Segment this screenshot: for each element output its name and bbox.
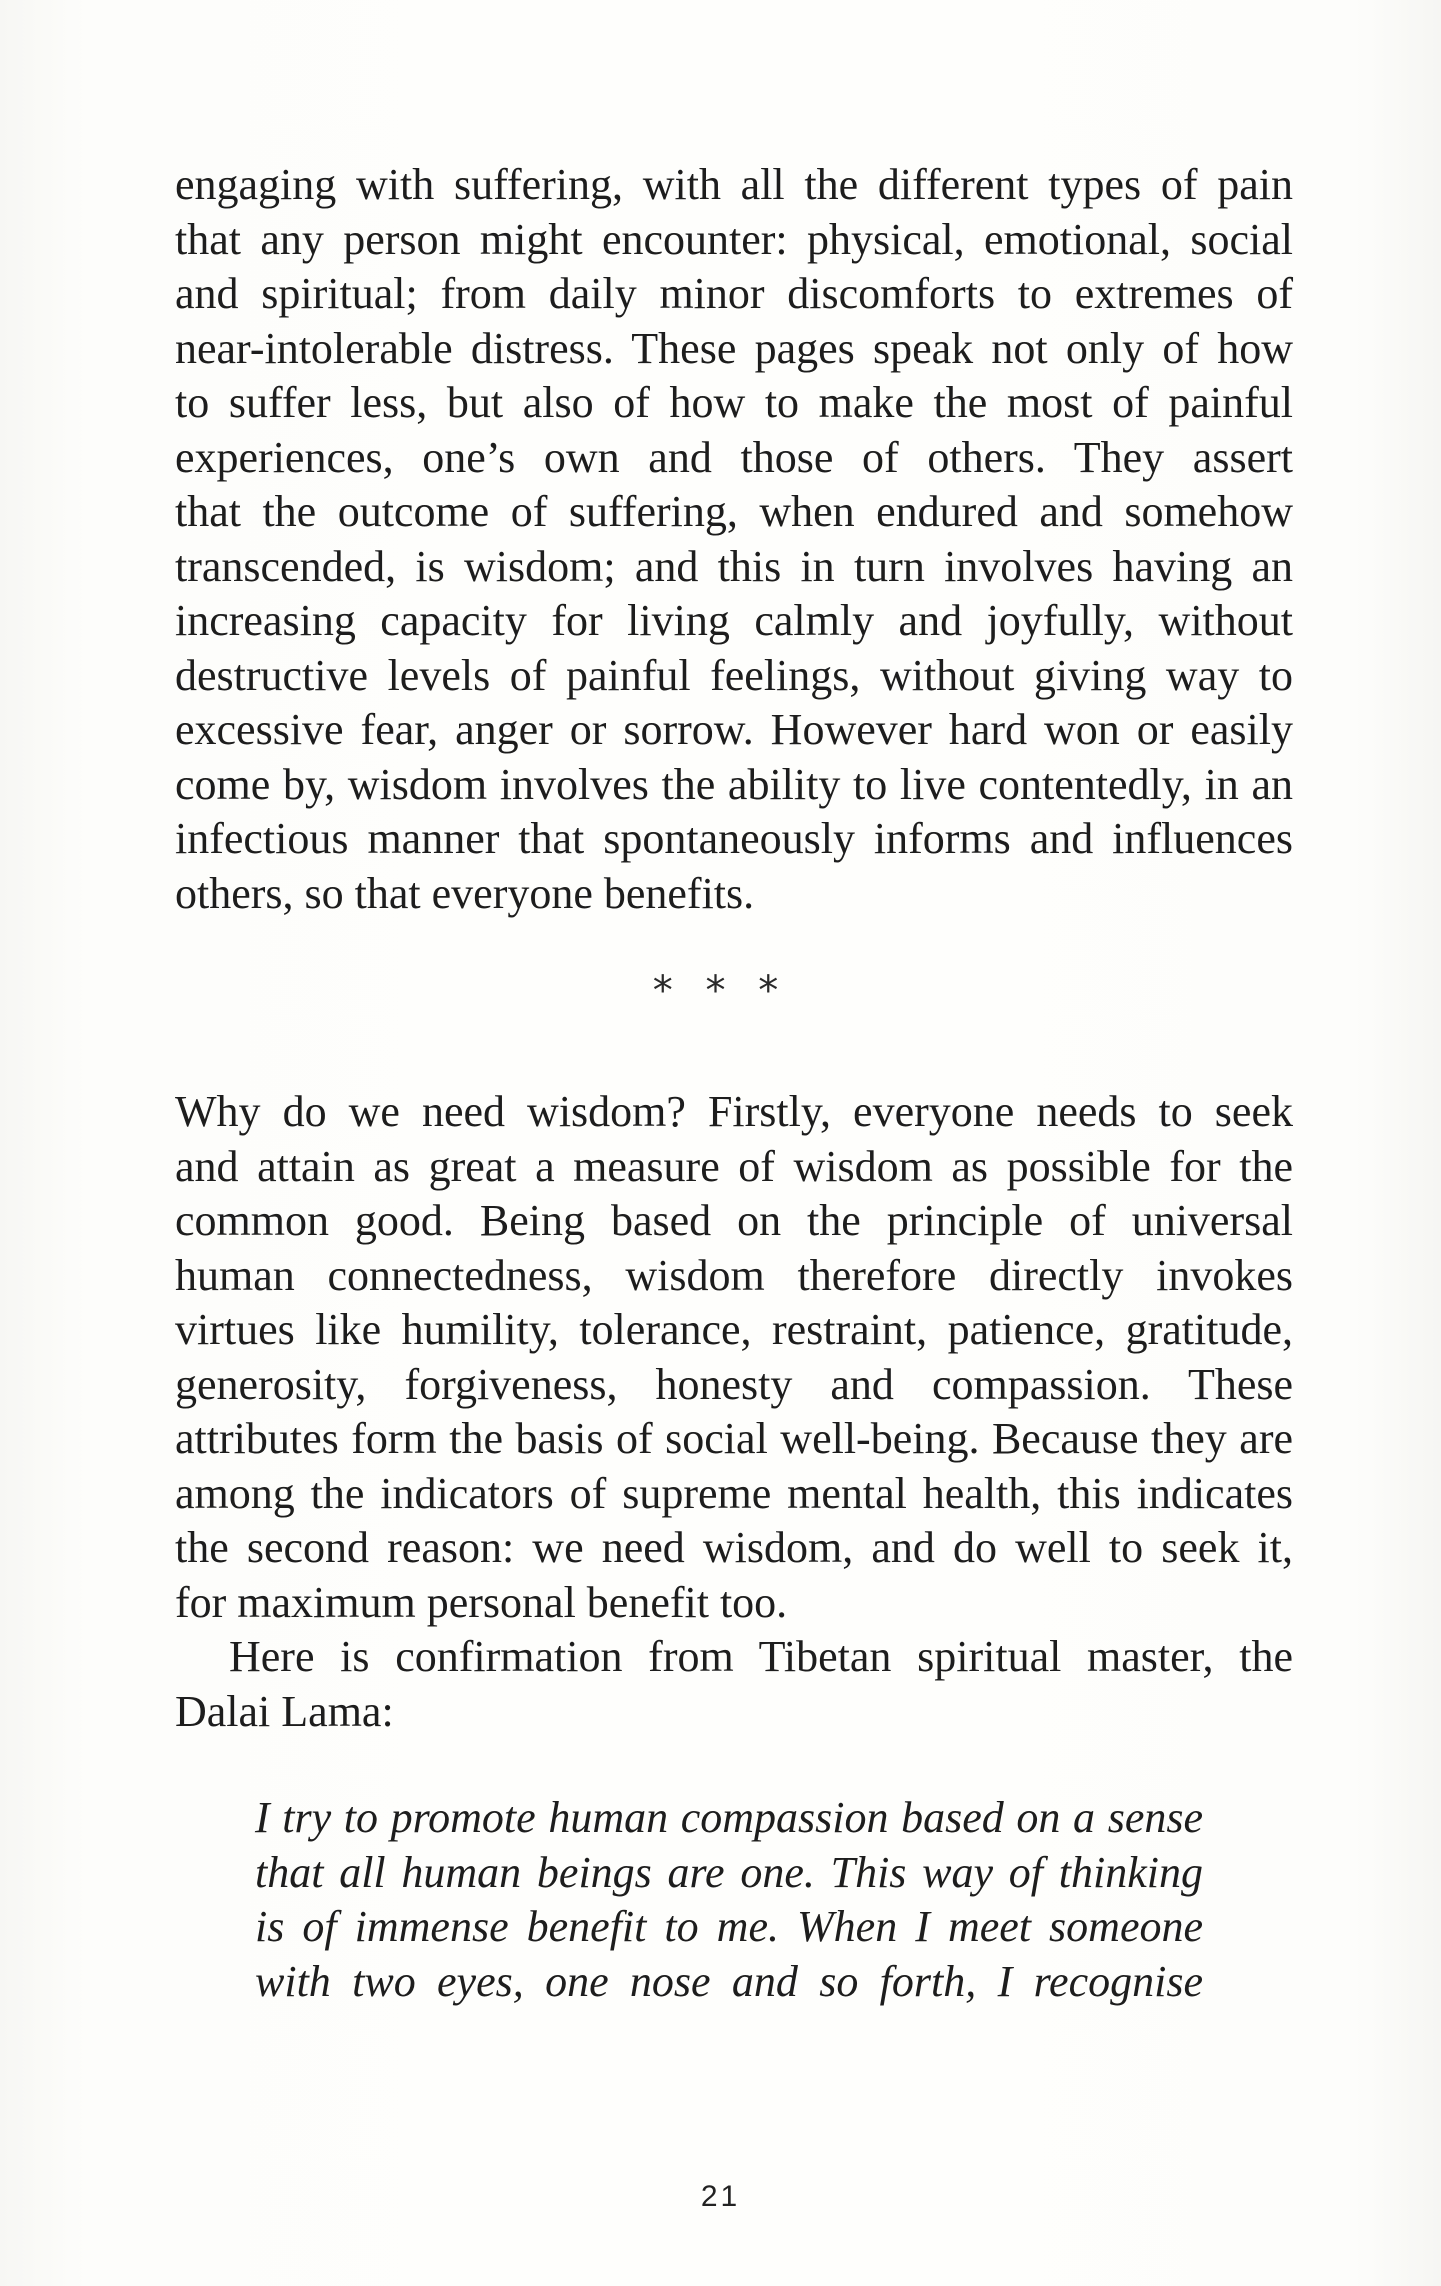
quote-line: that all human beings are one. This way of thinking (255, 1847, 1203, 1897)
text-line: transcended, is wisdom; and this in turn involves having an (175, 541, 1293, 591)
text-line: engaging with suffering, with all the different types of pain (175, 160, 1293, 209)
block-quote (255, 1791, 1203, 2009)
text-line: Why do we need wisdom? Firstly, everyone needs to seek (175, 1087, 1293, 1136)
quote-line: I try to promote human compassion based on a sense (255, 1793, 1203, 1842)
text-line: virtues like humility, tolerance, restraint, patience, gratitude, (175, 1305, 1293, 1354)
quote-line: with two eyes, one nose and so forth, I recognise (255, 1956, 1203, 2006)
paragraph-dalai-lama-intro (175, 1630, 1293, 1739)
paragraph-suffering-wisdom (175, 158, 1293, 921)
text-line: increasing capacity for living calmly and joyfully, without (175, 596, 1293, 645)
text-line: among the indicators of supreme mental health, this indicates (175, 1468, 1293, 1518)
text-line: attributes form the basis of social well-being. Because they are (175, 1414, 1293, 1463)
text-line: Dalai Lama: (175, 1686, 394, 1736)
text-line: common good. Being based on the principle of universal (175, 1196, 1293, 1245)
text-line: come by, wisdom involves the ability to live contentedly, in an (175, 759, 1293, 809)
paragraph-why-wisdom (175, 1085, 1293, 1630)
section-break: * * * (652, 968, 789, 1014)
text-line: destructive levels of painful feelings, without giving way to (175, 650, 1293, 700)
text-line: to suffer less, but also of how to make the most of painful (175, 378, 1293, 427)
text-line: infectious manner that spontaneously informs and influences (175, 814, 1293, 863)
text-line: near-intolerable distress. These pages speak not only of how (175, 323, 1293, 373)
text-line: and spiritual; from daily minor discomforts to extremes of (175, 269, 1293, 318)
text-line: others, so that everyone benefits. (175, 868, 755, 918)
text-line: Here is confirmation from Tibetan spiritual master, the (229, 1632, 1293, 1681)
text-line: excessive fear, anger or sorrow. However hard won or easily (175, 705, 1293, 754)
quote-line: is of immense benefit to me. When I meet someone (255, 1902, 1203, 1951)
text-line: experiences, one’s own and those of others. They assert (175, 432, 1293, 482)
text-line: that the outcome of suffering, when endured and somehow (175, 487, 1293, 536)
text-line: generosity, forgiveness, honesty and compassion. These (175, 1359, 1293, 1409)
page-number: 21 (700, 2180, 741, 2213)
text-line: the second reason: we need wisdom, and do well to seek it, (175, 1523, 1293, 1572)
text-line: human connectedness, wisdom therefore directly invokes (175, 1250, 1293, 1300)
text-line: that any person might encounter: physical, emotional, social (175, 214, 1293, 264)
text-line: and attain as great a measure of wisdom as possible for the (175, 1141, 1293, 1191)
text-line: for maximum personal benefit too. (175, 1577, 788, 1627)
